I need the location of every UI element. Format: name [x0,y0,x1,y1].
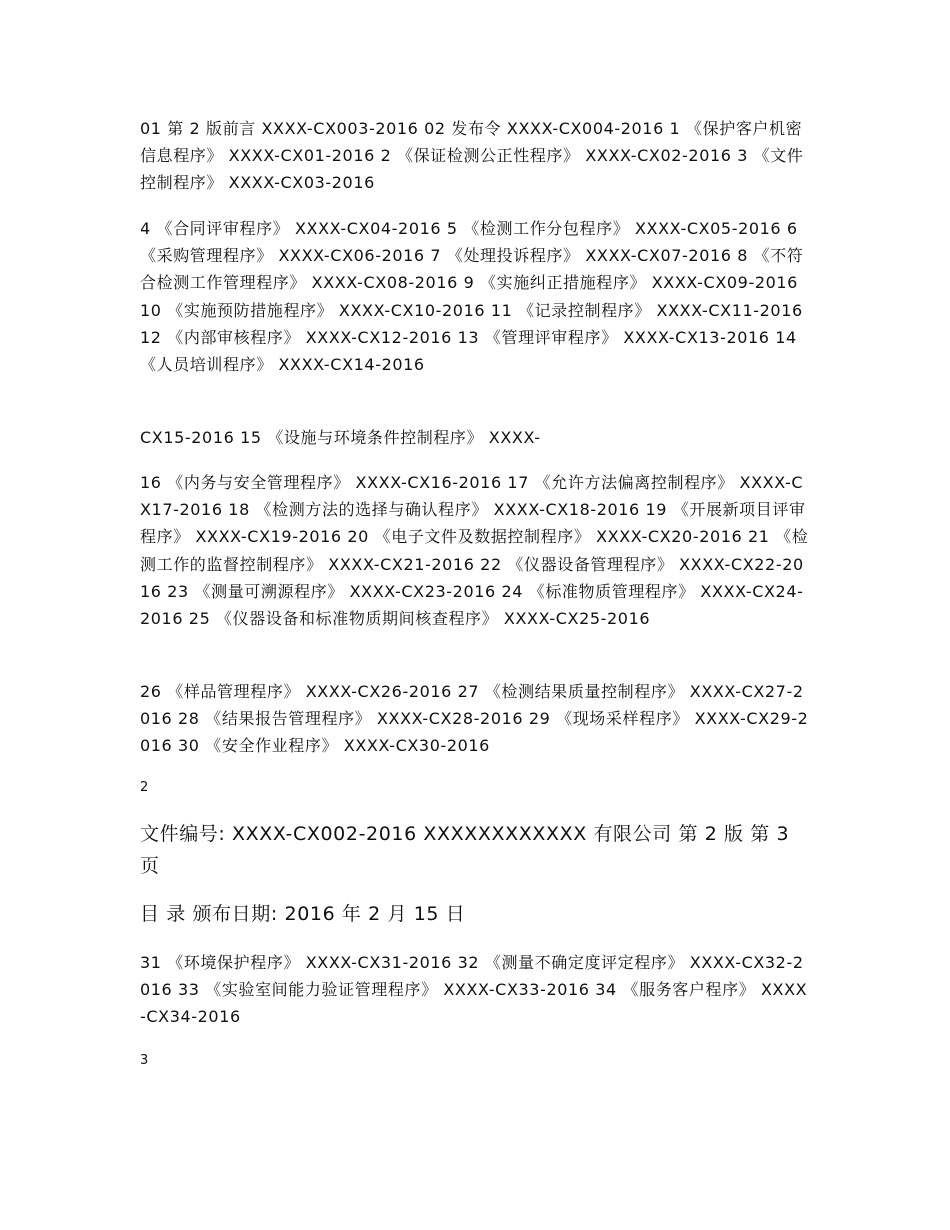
toc-paragraph-1: 01 第 2 版前言 XXXX-CX003-2016 02 发布令 XXXX-CX004-2016 1 《保护客户机密信息程序》 XXXX-CX01-2016 2 《保证检测公正性程序》 XXXX-CX02-2016 3 《文件控制程序》 XXXX-CX03-2016 [140,119,804,193]
toc-paragraph-5: 26 《样品管理程序》 XXXX-CX26-2016 27 《检测结果质量控制程序》 XXXX-CX27-2016 28 《结果报告管理程序》 XXXX-CX28-2016 29 《现场采样程序》 XXXX-CX29-2016 30 《安全作业程序》 XXXX-CX30-2016 [140,682,809,756]
toc-paragraph-4: 16 《内务与安全管理程序》 XXXX-CX16-2016 17 《允许方法偏离控制程序》 XXXX-CX17-2016 18 《检测方法的选择与确认程序》 XXXX-CX18-2016 19 《开展新项目评审程序》 XXXX-CX19-2016 20 《电子文件及数据控制程序》 XXXX-CX20-2016 21 《检测工作的监督控制程序》 XXXX-CX21-2016 22 《仪器设备管理程序》 XXXX-CX22-2016 23 《测量可溯源程序》 XXXX-CX23-2016 24 《标准物质管理程序》 XXXX-CX24-2016 25 《仪器设备和标准物质期间核查程序》 XXXX-CX25-2016 [140,473,809,629]
page-number: 3 [140,1053,149,1068]
toc-paragraph-6: 31 《环境保护程序》 XXXX-CX31-2016 32 《测量不确定度评定程序》 XXXX-CX32-2016 33 《实验室间能力验证管理程序》 XXXX-CX33-2016 34 《服务客户程序》 XXXX-CX34-2016 [140,953,808,1027]
toc-paragraph-2: 4 《合同评审程序》 XXXX-CX04-2016 5 《检测工作分包程序》 XXXX-CX05-2016 6 《采购管理程序》 XXXX-CX06-2016 7 《处理投诉程序》 XXXX-CX07-2016 8 《不符合检测工作管理程序》 XXXX-CX08-2016 9 《实施纠正措施程序》 XXXX-CX09-2016 10 《实施预防措施程序》 XXXX-CX10-2016 11 《记录控制程序》 XXXX-CX11-2016 12 《内部审核程序》 XXXX-CX12-2016 13 《管理评审程序》 XXXX-CX13-2016 14 《人员培训程序》 XXXX-CX14-2016 [140,219,804,375]
toc-title-line: 目 录 颁布日期: 2016 年 2 月 15 日 [140,903,466,925]
page-number: 2 [140,780,149,795]
document-header: 文件编号: XXXX-CX002-2016 XXXXXXXXXXXX 有限公司 第 2 版 第 3 页 [140,823,790,877]
toc-paragraph-3: CX15-2016 15 《设施与环境条件控制程序》 XXXX- [140,428,541,447]
